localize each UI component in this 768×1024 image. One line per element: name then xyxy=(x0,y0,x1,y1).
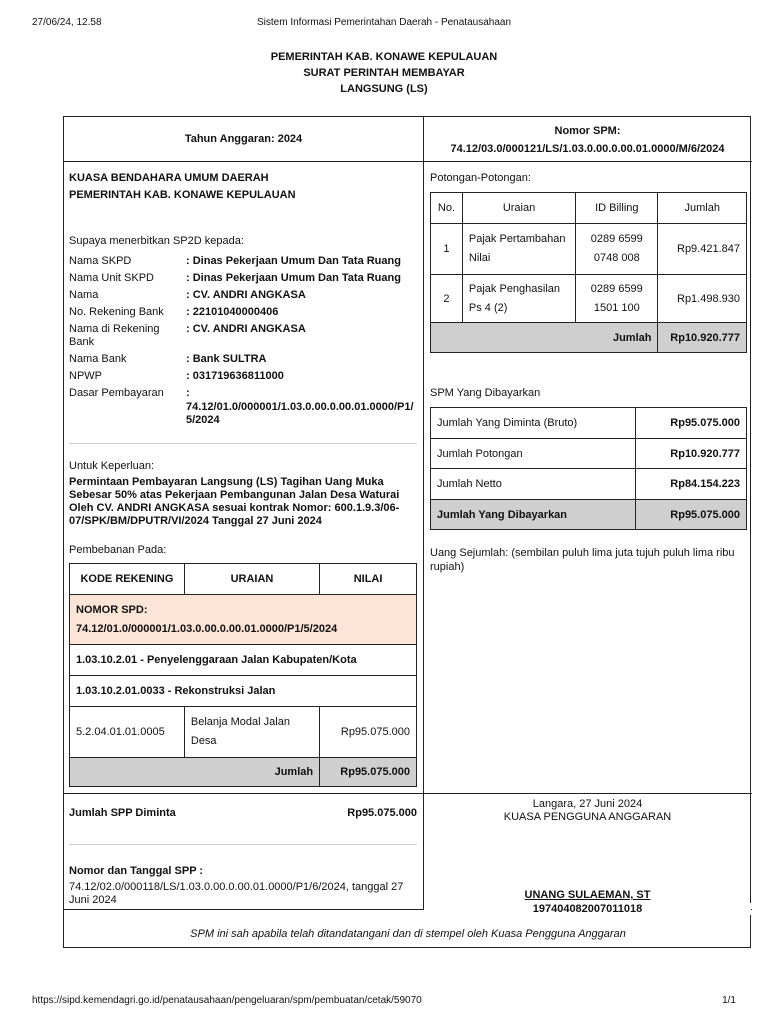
header-divider xyxy=(64,161,752,162)
page-url: https://sipd.kemendagri.go.id/penatausahaan/pengeluaran/spm/pembuatan/cetak/59070 xyxy=(32,995,422,1006)
col-kode-rekening: KODE REKENING xyxy=(70,564,185,595)
place-date: Langara, 27 Juni 2024 xyxy=(532,798,643,810)
pot-id-billing: 0289 6599 1501 100 xyxy=(576,275,658,323)
item-kode: 5.2.04.01.01.0005 xyxy=(70,707,185,758)
spm-row-value: Rp10.920.777 xyxy=(636,439,747,469)
col-nilai: NILAI xyxy=(320,564,417,595)
item-nilai: Rp95.075.000 xyxy=(320,707,417,758)
col-uraian: Uraian xyxy=(462,193,575,224)
nomor-spd-value: 74.12/01.0/000001/1.03.0.00.0.00.01.0000/P1/5/2024 xyxy=(76,622,338,635)
table-row xyxy=(431,469,747,500)
print-timestamp: 27/06/24, 12.58 xyxy=(32,17,102,28)
field-value: : xyxy=(186,387,190,399)
page-count: 1/1 xyxy=(722,995,736,1006)
center-divider xyxy=(423,117,424,909)
field-label: Nama xyxy=(69,289,99,301)
field-value: : CV. ANDRI ANGKASA xyxy=(186,289,306,301)
field-value: : Bank SULTRA xyxy=(186,353,267,365)
signer-role: KUASA PENGGUNA ANGGARAN xyxy=(503,811,672,823)
table-row xyxy=(431,224,747,275)
field-label: Nama Bank xyxy=(69,353,127,365)
pot-no: 1 xyxy=(431,224,463,275)
potongan-label: Potongan-Potongan: xyxy=(430,172,531,184)
item-uraian: Belanja Modal Jalan Desa xyxy=(184,707,319,758)
field-label: Dasar Pembayaran xyxy=(69,387,164,399)
spm-total-label: Jumlah Yang Dibayarkan xyxy=(431,500,636,530)
section-divider xyxy=(69,443,417,444)
field-value: : 031719636811000 xyxy=(186,370,284,382)
nomor-spd-cell xyxy=(70,595,417,645)
terbilang-text: Uang Sejumlah: (sembilan puluh lima juta tujuh puluh lima ribu rupiah) xyxy=(430,547,735,573)
program-cell: 1.03.10.2.01 - Penyelenggaraan Jalan Kabupaten/Kota xyxy=(70,645,417,676)
document-title xyxy=(0,49,768,97)
pot-total-row xyxy=(431,323,747,353)
untuk-keperluan-text: Permintaan Pembayaran Langsung (LS) Tagihan Uang Muka Sebesar 50% atas Pekerjaan Pembangunan Jalan Desa Waturai Oleh CV. ANDRI ANGKASA sesuai kontrak Nomor: 600.1.9.3/06-07/SPK/BM/DPUTR/VI/2024 Tanggal 27 Juni 2024 xyxy=(69,476,400,527)
pot-id-billing: 0289 6599 0748 008 xyxy=(576,224,658,275)
field-label: NPWP xyxy=(69,370,102,382)
field-label: Nama SKPD xyxy=(69,255,132,267)
table-row xyxy=(431,439,747,469)
title-line-2: SURAT PERINTAH MEMBAYAR xyxy=(303,67,465,79)
jumlah-value: Rp95.075.000 xyxy=(320,758,417,787)
col-id-billing: ID Billing xyxy=(576,193,658,224)
pot-uraian: Pajak Pertambahan Nilai xyxy=(462,224,575,275)
spp-diminta-label: Jumlah SPP Diminta xyxy=(69,807,176,819)
nomor-spm-value: 74.12/03.0/000121/LS/1.03.0.00.0.00.01.0000/M/6/2024 xyxy=(450,143,725,155)
section-divider xyxy=(69,844,417,845)
print-page-title: Sistem Informasi Pemerintahan Daerah - Penatausahaan xyxy=(256,17,512,28)
dasar-pembayaran-value: 74.12/01.0/000001/1.03.0.00.0.00.01.0000/P1/5/2024 xyxy=(186,401,414,426)
field-label: Nama di Rekening Bank xyxy=(69,323,160,348)
tahun-anggaran: Tahun Anggaran: 2024 xyxy=(184,133,303,145)
spm-row-value: Rp95.075.000 xyxy=(636,408,747,439)
validity-note: SPM ini sah apabila telah ditandatangani dan di stempel oleh Kuasa Pengguna Anggaran xyxy=(190,928,626,940)
table-row xyxy=(431,408,747,439)
spm-row-value: Rp84.154.223 xyxy=(636,469,747,500)
pot-total-value: Rp10.920.777 xyxy=(658,323,747,353)
col-jumlah: Jumlah xyxy=(658,193,747,224)
nomor-spd-row xyxy=(70,595,417,645)
table-header-row xyxy=(70,564,417,595)
table-row xyxy=(70,707,417,758)
pembebanan-label: Pembebanan Pada: xyxy=(69,544,167,556)
spm-dibayarkan-label: SPM Yang Dibayarkan xyxy=(430,387,541,399)
col-no: No. xyxy=(431,193,463,224)
program-row xyxy=(70,645,417,676)
spm-dibayarkan-table xyxy=(430,407,747,530)
nomor-spp-label: Nomor dan Tanggal SPP : xyxy=(69,865,204,877)
spm-document-frame xyxy=(63,116,751,948)
spm-row-label: Jumlah Yang Diminta (Bruto) xyxy=(431,408,636,439)
pot-no: 2 xyxy=(431,275,463,323)
kegiatan-row xyxy=(70,676,417,707)
pot-uraian: Pajak Penghasilan Ps 4 (2) xyxy=(462,275,575,323)
field-label: No. Rekening Bank xyxy=(69,306,164,318)
spm-total-row xyxy=(431,500,747,530)
jumlah-label: Jumlah xyxy=(70,758,320,787)
kegiatan-cell: 1.03.10.2.01.0033 - Rekonstruksi Jalan xyxy=(70,676,417,707)
signer-nip: 197404082007011018 xyxy=(424,903,751,915)
pot-jumlah: Rp9.421.847 xyxy=(658,224,747,275)
nomor-spd-label: NOMOR SPD: xyxy=(76,603,148,616)
col-uraian: URAIAN xyxy=(184,564,319,595)
supaya-text: Supaya menerbitkan SP2D kepada: xyxy=(69,235,244,247)
signer-name xyxy=(424,889,751,901)
field-label: Nama Unit SKPD xyxy=(69,272,154,284)
spp-diminta-value: Rp95.075.000 xyxy=(347,807,417,819)
field-value: : CV. ANDRI ANGKASA xyxy=(186,323,306,335)
pot-jumlah: Rp1.498.930 xyxy=(658,275,747,323)
field-value: : Dinas Pekerjaan Umum Dan Tata Ruang xyxy=(186,255,401,267)
signer-name-text: UNANG SULAEMAN, ST xyxy=(524,889,651,901)
field-value: : 22101040000406 xyxy=(186,306,279,318)
spm-row-label: Jumlah Netto xyxy=(431,469,636,500)
pot-total-label: Jumlah xyxy=(431,323,658,353)
spm-row-label: Jumlah Potongan xyxy=(431,439,636,469)
nomor-spm-label: Nomor SPM: xyxy=(554,125,621,137)
untuk-keperluan-label: Untuk Keperluan: xyxy=(69,460,154,472)
table-row xyxy=(431,275,747,323)
spm-total-value: Rp95.075.000 xyxy=(636,500,747,530)
field-value: : Dinas Pekerjaan Umum Dan Tata Ruang xyxy=(186,272,401,284)
kuasa-line-1: KUASA BENDAHARA UMUM DAERAH xyxy=(69,172,269,184)
table-header-row xyxy=(431,193,747,224)
kuasa-line-2: PEMERINTAH KAB. KONAWE KEPULAUAN xyxy=(69,189,296,201)
title-line-3: LANGSUNG (LS) xyxy=(340,83,428,95)
title-line-1: PEMERINTAH KAB. KONAWE KEPULAUAN xyxy=(270,51,498,63)
nomor-spp-value: 74.12/02.0/000118/LS/1.03.0.00.0.00.01.0000/P1/6/2024, tanggal 27 Juni 2024 xyxy=(69,881,404,906)
bottom-divider xyxy=(64,793,752,794)
jumlah-row xyxy=(70,758,417,787)
pembebanan-table xyxy=(69,563,417,787)
potongan-table xyxy=(430,192,747,353)
